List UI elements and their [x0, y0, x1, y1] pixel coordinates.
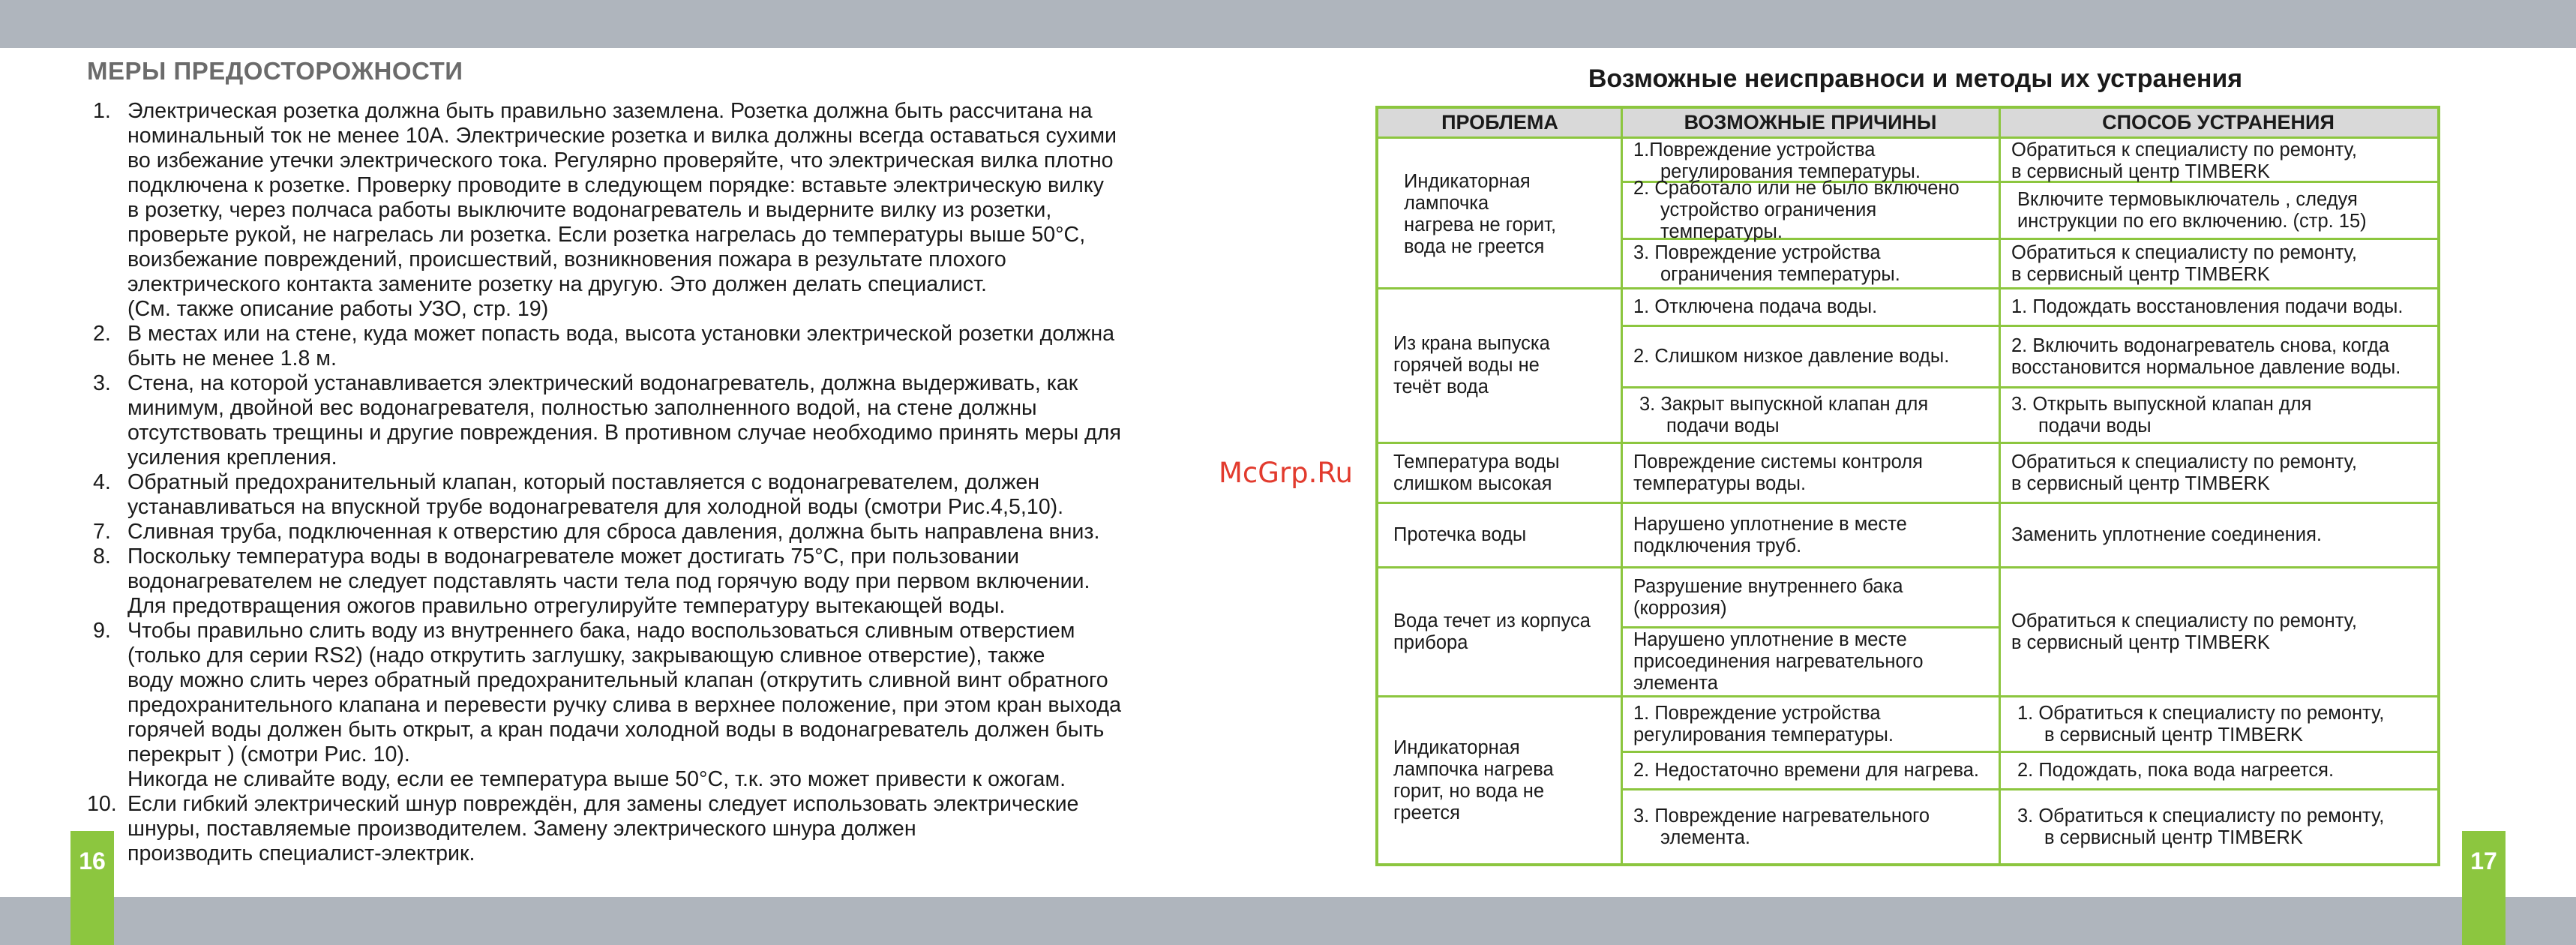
item-text: во избежание утечки электрического тока. Регулярно проверяйте, что электрическая вилка плотно [127, 148, 1114, 172]
solution-cell: Обратиться к специалисту по ремонту, в сервисный центр TIMBERK [2011, 139, 2357, 182]
item-text: в розетку, через полчаса работы выключите водонагреватель и выдерните вилку из розетки, [127, 198, 1052, 222]
solution-cell: Обратиться к специалисту по ремонту, в сервисный центр TIMBERK [2011, 610, 2357, 653]
item-text: минимум, двойной вес водонагревателя, полностью заполненного водой, на стене должны [127, 396, 1037, 420]
problem-cell: Вода течет из корпуса прибора [1393, 610, 1591, 653]
precaution-item [87, 99, 1257, 322]
problem-cell: Из крана выпуска горячей воды не течёт вода [1393, 333, 1550, 398]
cause-cell: 2. Слишком низкое давление воды. [1633, 346, 1950, 367]
item-text: Обратный предохранительный клапан, который поставляется с водонагревателем, должен [127, 470, 1040, 494]
solution-cell: 3. Открыть выпускной клапан для подачи воды [2011, 393, 2312, 436]
watermark: McGrp.Ru [1219, 457, 1353, 489]
item-text: электрического контакта замените розетку на другую. Это должен делать специалист. [127, 272, 987, 296]
item-text: быть не менее 1.8 м. [127, 346, 337, 370]
section-title: МЕРЫ ПРЕДОСТОРОЖНОСТИ [87, 57, 463, 85]
item-text: усиления крепления. [127, 446, 337, 470]
solution-cell: 2. Подождать, пока вода нагреется. [2017, 760, 2335, 781]
precaution-item [87, 544, 1257, 619]
item-number: 10. [87, 792, 117, 816]
header-solutions: СПОСОБ УСТРАНЕНИЯ [1999, 109, 2437, 139]
cause-cell: 2. Сработало или не было включено устройство ограничения температуры. [1633, 178, 1960, 242]
precaution-item [87, 520, 1257, 544]
precaution-item [87, 322, 1257, 371]
item-number: 7. [93, 520, 111, 544]
cause-cell: Разрушение внутреннего бака (коррозия) [1633, 575, 1903, 619]
solution-cell: 3. Обратиться к специалисту по ремонту, в сервисный центр TIMBERK [2017, 805, 2385, 848]
item-number: 8. [93, 544, 111, 568]
problem-cell: Индикаторная лампочка нагрева не горит, вода не греется [1404, 170, 1557, 257]
cause-cell: Повреждение системы контроля температуры воды. [1633, 451, 1923, 494]
item-text: Стена, на которой устанавливается электрический водонагреватель, должна выдерживать, как [127, 371, 1078, 395]
item-text: воизбежание повреждений, происшествий, возникновения пожара в результате плохого [127, 248, 1006, 272]
cause-cell: Нарушено уплотнение в месте подключения труб. [1633, 513, 1907, 556]
problem-cell: Температура воды слишком высокая [1393, 451, 1560, 494]
solution-cell: Заменить уплотнение соединения. [2011, 524, 2323, 545]
cause-cell: 1. Отключена подача воды. [1633, 296, 1878, 317]
solution-cell: 2. Включить водонагреватель снова, когда восстановится нормальное давление воды. [2011, 334, 2401, 378]
solution-cell: Обратиться к специалисту по ремонту, в сервисный центр TIMBERK [2011, 451, 2357, 494]
solution-cell: 1. Подождать восстановления подачи воды. [2011, 296, 2404, 317]
item-text: (См. также описание работы УЗО, стр. 19) [127, 297, 549, 321]
item-number: 2. [93, 322, 111, 346]
item-text: воду можно слить через обратный предохранительный клапан (открутить сливной винт обратного [127, 668, 1108, 692]
item-text: Электрическая розетка должна быть правильно заземлена. Розетка должна быть рассчитана на [127, 99, 1093, 123]
cause-cell: 1. Повреждение устройства регулирования температуры. [1633, 702, 1894, 746]
cause-cell: 3. Закрыт выпускной клапан для подачи воды [1639, 393, 1929, 436]
item-text: устанавливаться на впускной трубе водонагревателя для холодной воды (смотри Рис.4,5,10). [127, 495, 1064, 519]
item-number: 9. [93, 619, 111, 643]
item-text: подключена к розетке. Проверку проводите в следующем порядке: вставьте электрическую вилку [127, 173, 1104, 197]
page-number-left: 16 [70, 831, 114, 945]
item-text: номинальный ток не менее 10А. Электрические розетка и вилка должны всегда оставаться сухими [127, 124, 1117, 148]
solution-cell: 1. Обратиться к специалисту по ремонту, в сервисный центр TIMBERK [2017, 702, 2385, 746]
precaution-item [87, 792, 1257, 866]
cause-cell: Нарушено уплотнение в месте присоединения нагревательного элемента [1633, 629, 1924, 694]
item-text: проверьте рукой, не нагрелась ли розетка. Если розетка нагрелась до температуры выше 50°С, [127, 223, 1086, 247]
item-number: 1. [93, 99, 111, 123]
item-number: 3. [93, 371, 111, 395]
cause-cell: 2. Недостаточно времени для нагрева. [1633, 760, 1980, 781]
troubleshooting-section [1375, 64, 2440, 866]
item-text: водонагревателем не следует подставлять части тела под горячую воду при первом включении. [127, 569, 1090, 593]
precaution-item [87, 371, 1257, 470]
precaution-item [87, 619, 1257, 792]
problem-cell: Протечка воды [1393, 524, 1527, 545]
page-number-right: 17 [2462, 831, 2506, 945]
solution-cell: Включите термовыключатель , следуя инструкции по его включению. (стр. 15) [2017, 188, 2367, 232]
item-text: отсутствовать трещины и другие повреждения. В противном случае необходимо принять меры для [127, 421, 1121, 445]
troubleshooting-table [1375, 106, 2440, 866]
cause-cell: 3. Повреждение устройства ограничения температуры. [1633, 242, 1900, 285]
item-text: шнуры, поставляемые производителем. Замену электрического шнура должен [127, 817, 916, 841]
item-text: Для предотвращения ожогов правильно отрегулируйте температуру вытекающей воды. [127, 594, 1006, 618]
item-text: Если гибкий электрический шнур повреждён, для замены следует использовать электрические [127, 792, 1079, 816]
item-text: Никогда не сливайте воду, если ее температура выше 50°С, т.к. это может привести к ожогам. [127, 767, 1066, 791]
item-text: производить специалист-электрик. [127, 842, 475, 866]
item-number: 4. [93, 470, 111, 494]
item-text: В местах или на стене, куда может попасть вода, высота установки электрической розетки должна [127, 322, 1115, 346]
item-text: перекрыт ) (смотри Рис. 10). [127, 742, 410, 766]
bottom-band [0, 897, 2576, 945]
item-text: предохранительного клапана и перевести ручку слива в верхнее положение, при этом кран выхода [127, 693, 1122, 717]
item-text: Поскольку температура воды в водонагревателе может достигать 75°С, при пользовании [127, 544, 1020, 568]
header-problem: ПРОБЛЕМА [1378, 109, 1621, 139]
item-text: Сливная труба, подключенная к отверстию для сброса давления, должна быть направлена вниз. [127, 520, 1100, 544]
header-causes: ВОЗМОЖНЫЕ ПРИЧИНЫ [1621, 109, 1999, 139]
problem-cell: Индикаторная лампочка нагрева горит, но вода не греется [1393, 736, 1554, 824]
table-title: Возможные неисправноси и методы их устранения [1588, 64, 2243, 93]
item-text: горячей воды должен быть открыт, а кран подачи холодной воды в водонагреватель должен быть [127, 718, 1105, 742]
precaution-item [87, 470, 1257, 520]
item-text: (только для серии RS2) (надо открутить заглушку, закрывающую сливное отверстие), также [127, 644, 1045, 668]
precautions-section [87, 57, 1257, 866]
top-band [0, 0, 2576, 48]
cause-cell: 1.Повреждение устройства регулирования температуры. [1633, 139, 1921, 182]
solution-cell: Обратиться к специалисту по ремонту, в сервисный центр TIMBERK [2011, 242, 2357, 285]
item-text: Чтобы правильно слить воду из внутреннего бака, надо воспользоваться сливным отверстием [127, 619, 1075, 643]
cause-cell: 3. Повреждение нагревательного элемента. [1633, 805, 1930, 848]
